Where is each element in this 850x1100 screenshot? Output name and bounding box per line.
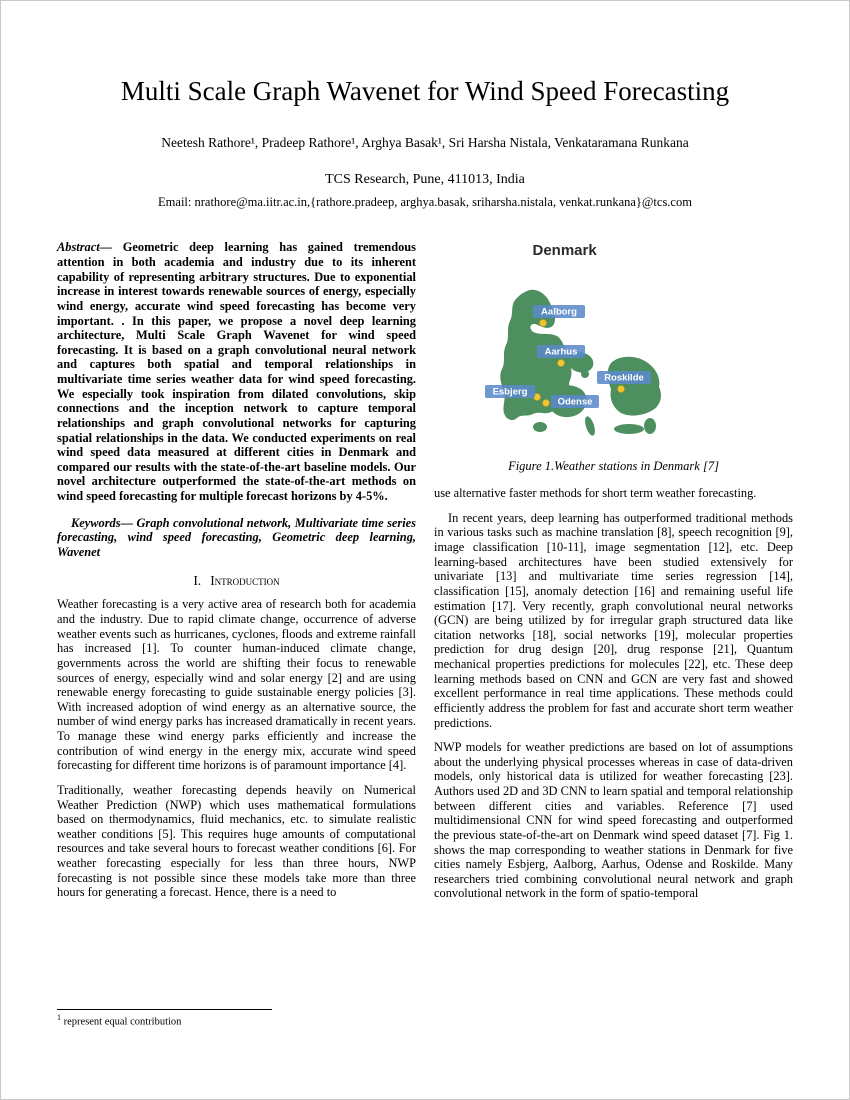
abstract-text: Geometric deep learning has gained tremendous attention in both academia and industry due to its inherent capability of representing arbitrary structures. Due to exponential increase in interest towards renewable sources of energy, especially wind energy, accurate wind speed forecasting has become very important. . In this paper, we propose a novel deep learning architecture, Multi Scale Graph Wavenet for wind speed forecasting. It is based on a graph convolutional neural network and captures both spatial and temporal relationships in multivariate time series weather data for wind speed forecasting. We especially took inspiration from dilated convolutions, skip connections and the inception network to capture temporal relationships and graph convolutional networks for capturing spatial relationships in the data. We conducted experiments on real wind speed data measured at different cities in Denmark and compared our results with the state-of-the-art baseline models. Our novel architecture outperformed the state-of-the-art methods on wind speed forecasting for multiple forecast horizons by 4-5%. [57,240,416,504]
footnote-text: represent equal contribution [61,1016,182,1028]
city-dot [617,386,624,393]
city-dot [542,400,549,407]
city-label: Esbjerg [492,386,527,398]
keywords-text: Graph convolutional network, Multivariate time series forecasting, wind speed forecasting, Geometric deep learning, Wavenet [57,515,416,559]
paper-title: Multi Scale Graph Wavenet for Wind Speed Forecasting [120,76,730,106]
left-column [57,240,416,911]
email-line: Email: nrathore@ma.iitr.ac.in,{rathore.pradeep, arghya.basak, sriharsha.nistala, venkat.runkana}@tcs.com [158,195,692,210]
lolland-island [614,424,644,434]
right-paragraph-2: NWP models for weather predictions are based on lot of assumptions about the underlying physical processes whereas in case of data-driven models, only historical data is utilized for weather forecasting [23]. Authors used 2D and 3D CNN to learn spatial and temporal relationship between different cities and variables. Reference [7] used multidimensional CNN for wind speed forecasting and outperformed the previous state-of-the-art on Denmark wind speed dataset [7]. Fig 1. shows the map corresponding to weather stations in Denmark for five cities namely Esbjerg, Aalborg, Aarhus, Odense and Roskilde. Many researchers tried combining convolutional neural network and graph convolutional network in the form of spatio-temporal [434,740,793,901]
samso-island [581,370,589,378]
abstract-paragraph [57,240,416,503]
keywords-label: Keywords— [71,515,133,530]
footnote [57,1009,387,1028]
figure-caption: Figure 1.Weather stations in Denmark [7] [508,459,719,474]
map-box [469,242,759,451]
city-label: Odense [557,396,592,408]
right-paragraph-continuation: use alternative faster methods for short term weather forecasting. [434,486,757,501]
figure-1 [434,242,793,474]
falster-island [644,418,656,434]
denmark-map [469,266,759,451]
city-marker-aalborg [533,305,585,327]
section-heading-introduction [57,573,416,589]
footnote-marker: 1 [57,1013,61,1022]
right-column [434,240,793,911]
city-label: Aalborg [540,306,577,318]
city-label: Roskilde [603,372,644,384]
city-dot [539,320,546,327]
city-dot [557,360,564,367]
section-title: Introduction [210,572,280,588]
langeland-island [583,416,597,437]
abstract-label: Abstract— [57,240,113,255]
city-label: Aarhus [544,346,577,358]
keywords-paragraph [57,516,416,560]
authors-line: Neetesh Rathore¹, Pradeep Rathore¹, Arghya Basak¹, Sri Harsha Nistala, Venkataramana Runkana [161,135,689,151]
zealand-island [607,357,660,416]
intro-paragraph-2: Traditionally, weather forecasting depends heavily on Numerical Weather Prediction (NWP) which uses mathematical formulations based on thermodynamics, fluid mechanics, etc. to simulate realistic weather conditions [5]. This requires huge amounts of computational resources and take several hours to forecast weather conditions [6]. For weather forecasting especially for less than three hours, NWP forecasting is not possible since these models take more than three hours for generating a forecast. Hence, there is a need to [57,782,416,900]
right-paragraph-1: In recent years, deep learning has outperformed traditional methods in various tasks such as machine translation [8], speech recognition [9], image classification [10-11], image segmentation [12], etc. Deep learning-based architectures have been studied extensively for univariate [13] and multivariate time series regression [14], classification [15], anomaly detection [16] and remaining useful life estimation [17]. Very recently, graph convolutional neural networks (GCN) are being utilized by for irregular graph structured data like citation networks [18], social networks [19], molecular properties prediction for drug design [20], drug response [21], Quantum mechanical properties predictions for molecules [22], etc. These deep learning methods based on CNN and GCN are very fast and showed excellent performance in real time applications. These methods could efficiently address the problem for fast and accurate short term weather predictions. [434,510,793,730]
als-island [533,422,547,432]
intro-paragraph-1: Weather forecasting is a very active area of research both for academia and the industry. Due to rapid climate change, occurrence of adverse weather events such as hurricanes, cyclones, floods and extreme rainfall has increased [1]. To counter human-induced climate change, governments across the world are shifting their focus to renewable sources of energy, especially wind and solar energy [2] and are using renewable energy forecasting to guide sustainable energy policies [3]. With increased adoption of wind energy as an alternative source, the number of wind energy parks has increased dramatically in recent years. To manage these wind energy parks efficiently and increase the contribution of wind energy in the energy mix, accurate wind speed forecasting for different time horizons is of paramount importance [4]. [57,597,416,773]
two-column-body [57,240,793,911]
footnote-rule [57,1009,272,1010]
map-title: Denmark [532,242,597,260]
affiliation-line: TCS Research, Pune, 411013, India [325,172,525,188]
section-number: I. [193,572,202,588]
